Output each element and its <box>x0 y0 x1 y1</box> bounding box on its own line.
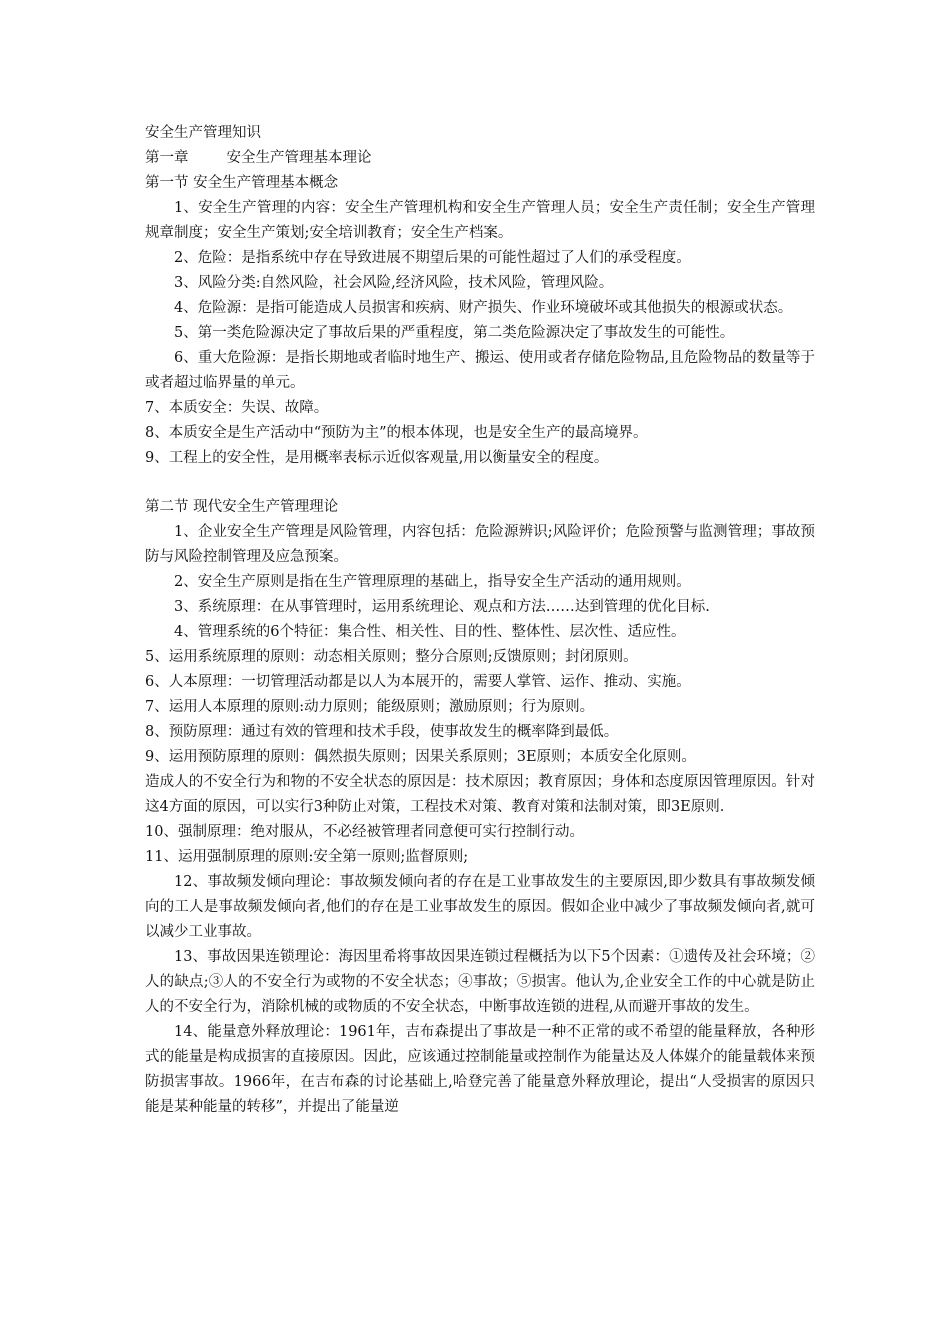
section-2-item: 6、人本原理：一切管理活动都是以人为本展开的，需要人掌管、运作、推动、实施。 <box>145 674 691 690</box>
section-1-item: 5、第一类危险源决定了事故后果的严重程度，第二类危险源决定了事故发生的可能性。 <box>174 325 735 341</box>
section-2-item: 14、能量意外释放理论：1961年，吉布森提出了事故是一种不正常的或不希望的能量释放，各种形式的能量是构成损害的直接原因。因此，应该通过控制能量或控制作为能量达及人体媒介的能量载体来预防损害事故。1966年，在吉布森的讨论基础上,哈登完善了能量意外释放理论，提出“人受损害的原因只能是某种能量的转移”，并提出了能量逆 <box>145 1024 815 1115</box>
section-1-heading: 第一节 安全生产管理基本概念 <box>145 175 339 191</box>
section-2-item: 1、企业安全生产管理是风险管理，内容包括：危险源辨识;风险评价；危险预警与监测管理；事故预防与风险控制管理及应急预案。 <box>145 524 815 565</box>
section-1-item: 7、本质安全：失误、故障。 <box>145 400 329 416</box>
section-1-item: 1、安全生产管理的内容：安全生产管理机构和安全生产管理人员；安全生产责任制；安全生产管理规章制度；安全生产策划;安全培训教育；安全生产档案。 <box>145 200 815 241</box>
document-body <box>145 121 815 1120</box>
section-2-item: 9、运用预防原理的原则：偶然损失原则；因果关系原则；3E原则；本质安全化原则。 <box>145 749 697 765</box>
chapter-number: 第一章 <box>145 150 189 166</box>
section-2-heading: 第二节 现代安全生产管理理论 <box>145 499 339 515</box>
section-1-item: 4、危险源：是指可能造成人员损害和疾病、财产损失、作业环境破坏或其他损失的根源或状态。 <box>174 300 793 316</box>
paragraph-spacer <box>145 471 815 495</box>
section-2-item: 12、事故频发倾向理论：事故频发倾向者的存在是工业事故发生的主要原因,即少数具有事故频发倾向的工人是事故频发倾向者,他们的存在是工业事故发生的原因。假如企业中减少了事故频发倾向者,就可以减少工业事故。 <box>145 874 815 940</box>
section-1-item: 8、本质安全是生产活动中“预防为主”的根本体现，也是安全生产的最高境界。 <box>145 425 648 441</box>
section-1-item: 3、风险分类:自然风险，社会风险,经济风险，技术风险，管理风险。 <box>174 275 614 291</box>
section-1-item: 2、危险：是指系统中存在导致进展不期望后果的可能性超过了人们的承受程度。 <box>174 250 691 266</box>
section-2-item: 10、强制原理：绝对服从，不必经被管理者同意便可实行控制行动。 <box>145 824 584 840</box>
section-2-item: 5、运用系统原理的原则：动态相关原则；整分合原则;反馈原则；封闭原则。 <box>145 649 638 665</box>
section-2-item: 13、事故因果连锁理论：海因里希将事故因果连锁过程概括为以下5个因素：①遗传及社会环境；②人的缺点;③人的不安全行为或物的不安全状态；④事故；⑤损害。他认为,企业安全工作的中心就是防止人的不安全行为，消除机械的或物质的不安全状态，中断事故连锁的进程,从而避开事故的发生。 <box>145 949 815 1015</box>
document-title: 安全生产管理知识 <box>145 125 261 141</box>
section-2-item: 8、预防原理：通过有效的管理和技术手段，使事故发生的概率降到最低。 <box>145 724 619 740</box>
section-1-item: 6、重大危险源：是指长期地或者临时地生产、搬运、使用或者存储危险物品,且危险物品的数量等于或者超过临界量的单元。 <box>145 350 815 391</box>
section-2-item: 2、安全生产原则是指在生产管理原理的基础上，指导安全生产活动的通用规则。 <box>174 574 691 590</box>
section-2-item: 4、管理系统的6个特征：集合性、相关性、目的性、整体性、层次性、适应性。 <box>174 624 686 640</box>
section-2-item: 7、运用人本原理的原则:动力原则；能级原则；激励原则；行为原则。 <box>145 699 595 715</box>
section-2-item: 3、系统原理：在从事管理时，运用系统理论、观点和方法……达到管理的优化目标. <box>174 599 710 615</box>
section-2-item: 造成人的不安全行为和物的不安全状态的原因是：技术原因；教育原因；身体和态度原因管理原因。针对这4方面的原因，可以实行3种防止对策，工程技术对策、教育对策和法制对策，即3E原则. <box>145 774 815 815</box>
section-2-item: 11、运用强制原理的原则:安全第一原则;监督原则; <box>145 849 469 865</box>
chapter-title: 安全生产管理基本理论 <box>226 150 372 166</box>
chapter-heading <box>145 146 815 171</box>
section-1-item: 9、工程上的安全性，是用概率表标示近似客观量,用以衡量安全的程度。 <box>145 450 609 466</box>
